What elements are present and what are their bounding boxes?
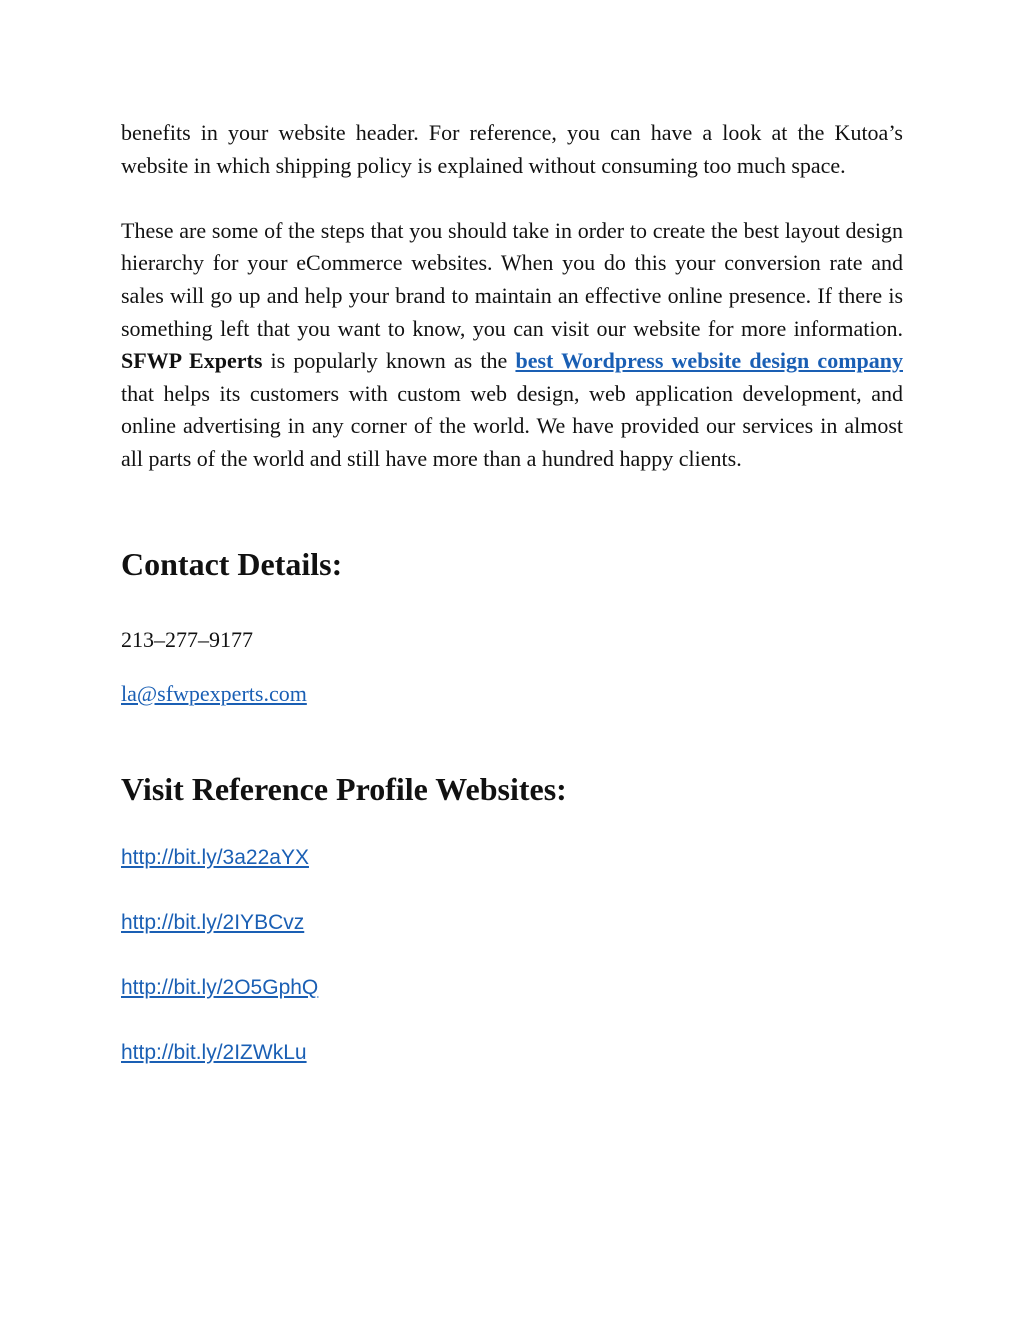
summary-text-start: These are some of the steps that you should take in order to create the best layout design hierarchy for your eCommerce websites. When you do this your conversion rate and sales will go up and help your brand to maintain an effective online presence. If there is something left that you want to know, you can visit our website for more information. xyxy=(121,217,903,341)
email-link[interactable]: la@sfwpexperts.com xyxy=(121,680,307,706)
reference-link-4[interactable]: http://bit.ly/2IZWkLu xyxy=(121,1040,307,1064)
intro-paragraph xyxy=(121,117,903,182)
reference-link-2[interactable]: http://bit.ly/2IYBCvz xyxy=(121,910,305,934)
summary-text-middle: is popularly known as the xyxy=(262,348,516,374)
summary-text-end: that helps its customers with custom web design, web application development, and online advertising in any corner of the world. We have provided our services in almost all parts of the world and still have more than a hundred happy clients. xyxy=(121,380,903,471)
design-company-link[interactable]: best Wordpress website design company xyxy=(515,348,903,374)
reference-link-3[interactable]: http://bit.ly/2O5GphQ xyxy=(121,975,319,999)
phone-number: 213–277–9177 xyxy=(121,626,253,652)
reference-link-1[interactable]: http://bit.ly/3a22aYX xyxy=(121,845,309,869)
document-page xyxy=(121,117,903,1106)
reference-links-list xyxy=(121,846,903,1106)
reference-heading: Visit Reference Profile Websites: xyxy=(121,770,567,807)
intro-text: benefits in your website header. For reference, you can have a look at the Kutoa’s website in which shipping policy is explained without consuming too much space. xyxy=(121,120,903,178)
summary-paragraph xyxy=(121,215,903,476)
company-name: SFWP Experts xyxy=(121,348,263,374)
contact-heading: Contact Details: xyxy=(121,545,343,582)
